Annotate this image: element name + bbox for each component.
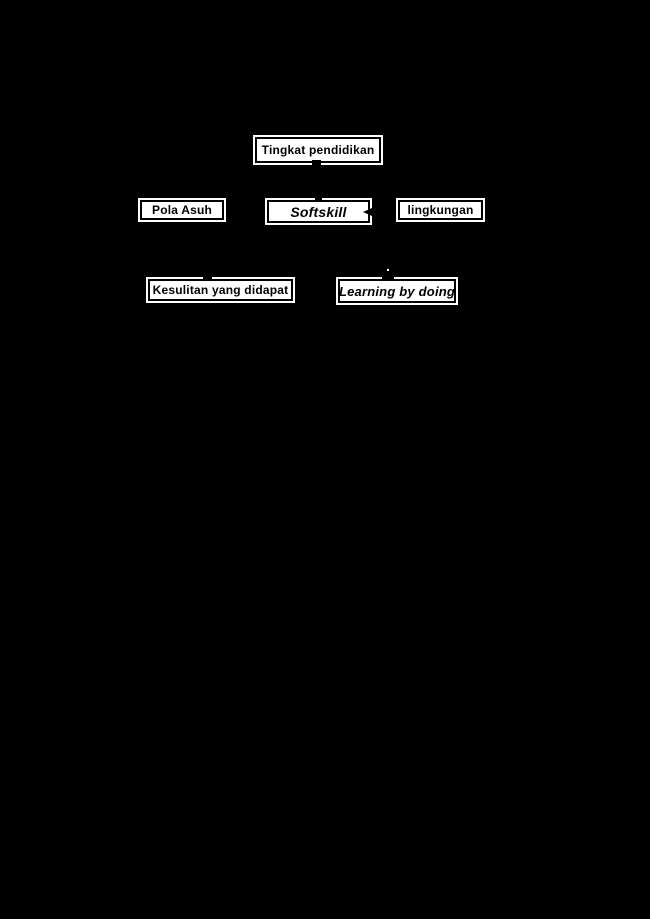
connector-mark-learning-top — [382, 275, 394, 280]
node-pola-asuh — [140, 200, 224, 220]
node-softskill — [267, 200, 370, 223]
node-lingkungan — [398, 200, 483, 220]
connector-mark-softskill-top — [315, 197, 322, 201]
node-lingkungan-label: lingkungan — [407, 203, 474, 217]
node-kesulitan-yang-didapat — [148, 279, 293, 301]
node-tingkat-pendidikan-label: Tingkat pendidikan — [261, 143, 375, 157]
arrowhead-left-icon — [363, 208, 372, 216]
connector-mark-tingkat-bottom — [312, 160, 321, 166]
connector-mark-kesulitan-top — [203, 275, 212, 280]
connector-dot-artifact — [387, 269, 389, 271]
node-learning-by-doing — [338, 279, 456, 303]
node-kesulitan-yang-didapat-label: Kesulitan yang didapat — [152, 283, 289, 297]
node-learning-by-doing-label: Learning by doing — [338, 283, 456, 299]
node-pola-asuh-label: Pola Asuh — [151, 203, 213, 217]
node-softskill-label: Softskill — [290, 203, 347, 220]
